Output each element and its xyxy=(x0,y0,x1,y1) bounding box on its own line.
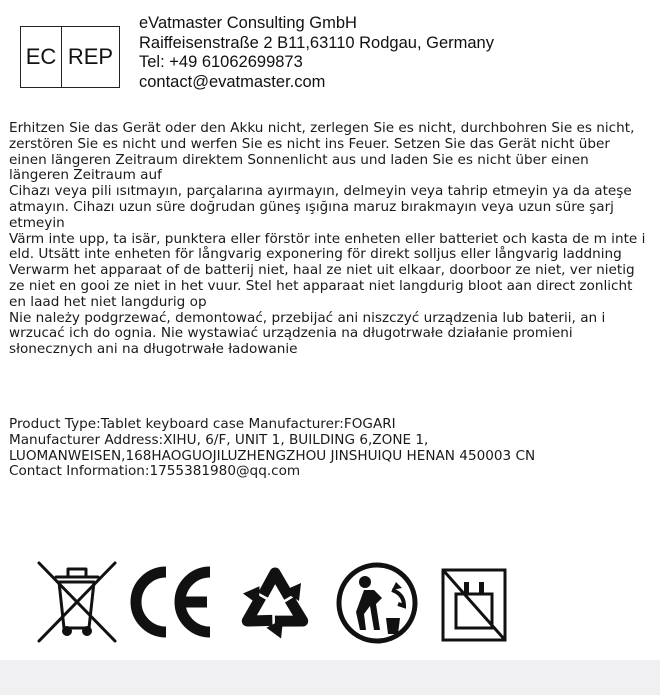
representative-tel: Tel: +49 61062699873 xyxy=(139,53,303,71)
warning-swedish: Värm inte upp, ta isär, punktera eller förstör inte enheten eller batteriet och kasta de m inte i eld. Utsätt inte enheten för långvarig exponering för direkt solljus eller långvarig laddning xyxy=(9,230,646,263)
manufacturer-address-line-2: LUOMANWEISEN,168HAOGUOJILUZHENGZHOU JINSHUIQU HENAN 450003 CN xyxy=(9,447,536,464)
rep-label: REP xyxy=(67,44,114,69)
representative-email: contact@evatmaster.com xyxy=(139,72,326,91)
representative-block xyxy=(139,14,494,92)
warning-german: Erhitzen Sie das Gerät oder den Akku nicht, zerlegen Sie es nicht, durchbohren Sie es nicht, zerstören Sie es nicht und werfen Sie es nicht ins Feuer. Setzen Sie das Gerät nicht über einen längeren Zeitraum direktem Sonnenlicht aus und laden Sie es nicht über einen längeren Zeitraum auf xyxy=(9,120,635,184)
manufacturer-address-line: Manufacturer Address:XIHU, 6/F, UNIT 1, BUILDING 6,ZONE 1, xyxy=(9,431,429,448)
tidyman-icon xyxy=(334,560,420,646)
representative-name: eVatmaster Consulting GmbH xyxy=(139,14,357,32)
weee-crossed-bin-icon xyxy=(36,560,118,644)
warning-dutch: Verwarm het apparaat of de batterij niet, haal ze niet uit elkaar, doorboor ze niet, ver nietig ze niet en gooi ze niet in het vuur. Stel het apparaat niet langdurig bloot aan direct zonlicht en laad het niet langdurig op xyxy=(9,262,635,310)
bottom-band xyxy=(0,660,660,695)
ec-rep-box xyxy=(20,26,120,88)
product-info xyxy=(9,417,654,480)
ec-label: EC xyxy=(21,27,62,87)
ce-mark-icon xyxy=(124,560,216,644)
representative-address: Raiffeisenstraße 2 B11,63110 Rodgau, Germany xyxy=(139,33,494,52)
warning-polish: Nie należy podgrzewać, demontować, przebijać ani niszczyć urządzenia lub baterii, an i wrzucać ich do ognia. Nie wystawiać urządzenia na długotrwałe działanie promieni słonecznych ani na długotrwałe ładowanie xyxy=(9,309,606,358)
compliance-icons xyxy=(36,560,626,650)
contact-information-line: Contact Information:1755381980@qq.com xyxy=(9,463,301,480)
recycle-icon xyxy=(232,560,318,646)
warning-turkish: Cihazı veya pili ısıtmayın, parçalarına ayırmayın, delmeyin veya tahrip etmeyin ya da ateşe atmayın. Cihazı uzun süre doğrudan güneş ışığına maruz bırakmayın veya uzun süre şarj etmeyin xyxy=(9,183,632,231)
product-type-line: Product Type:Tablet keyboard case Manufacturer:FOGARI xyxy=(9,416,396,432)
no-charger-included-icon xyxy=(440,560,524,646)
safety-warnings xyxy=(9,121,651,358)
